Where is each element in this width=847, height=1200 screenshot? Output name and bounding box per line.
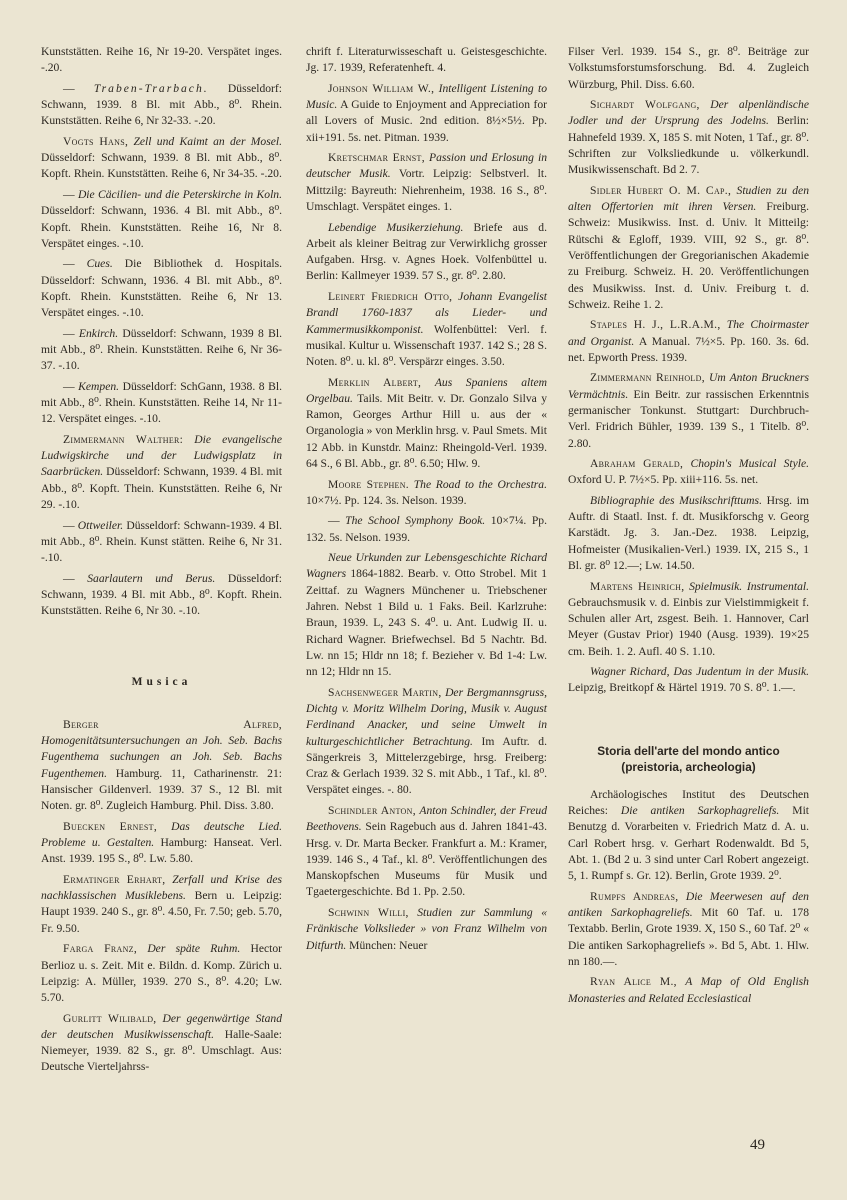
entry-title: Saarlautern und Berus.	[87, 571, 216, 585]
entry-text: Hamburg. 11, Catharinenstr. 21: Hansischer Gildenverl. 1939. 37 S., 12 Bl. mit Noten. gr. 8⁰. Zugleich Hamburg. Phil. Diss. 3.80.	[41, 766, 282, 813]
entry-title: Studien zur Sammlung « Fränkische Volkslieder » von Franz Wilhelm von Ditfurth.	[306, 905, 547, 952]
entry-dash: —	[63, 81, 94, 95]
entry-text: Mit Benutzg d. Vorarbeiten v. Friedrich Matz d. A. u. Carl Robert hrsg. v. Gerhart Rodenwaldt. Bd 5, Abt. 1. (Bd 2 u. 3 sind unter Carl Robert angezeigt. 5, 1. Rumpf s. Gr. 12). Berlin, Grote 1939. 2⁰.	[568, 804, 810, 883]
bibliography-entry	[568, 889, 809, 970]
entry-author: Schwinn Willi,	[328, 905, 409, 919]
bibliography-entry	[41, 518, 282, 567]
entry-author: Berger Alfred,	[63, 717, 282, 731]
bibliography-entry	[306, 150, 547, 215]
entry-author: Kretschmar Ernst,	[328, 151, 425, 165]
entry-author: Buecken Ernest,	[63, 819, 158, 833]
bibliography-entry	[41, 941, 282, 1006]
bibliography-entry	[41, 134, 282, 183]
bibliography-entry	[568, 664, 809, 697]
entry-author: Leinert Friedrich Otto,	[328, 289, 453, 303]
entry-text: Mit 60 Taf. u. 178 Textabb. Berlin, Grote 1939. X, 150 S., 60 Taf. 2⁰ « Die antiken Sarkophagreliefs ». Bd 5, Abt. 1. Hlw. nn 180.—.	[568, 906, 809, 968]
bibliography-entry	[306, 803, 547, 901]
entry-text: Bern u. Leipzig: Haupt 1939. 240 S., gr. 8⁰. 4.50, Fr. 7.50; geb. 5.70, Fr. 9.50.	[41, 889, 283, 935]
entry-title: Die Meerwesen auf den antiken Sarkophagreliefs.	[568, 889, 809, 920]
entry-title: Der gegenwärtige Stand der deutschen Musikwissenschaft.	[41, 1011, 282, 1041]
entry-text: A Manual. 7½×5. Pp. 160. 3s. 6d. net. Epworth Press. 1939.	[568, 334, 809, 364]
entry-dash: —	[63, 257, 87, 271]
entry-title: Lebendige Musikerziehung.	[328, 220, 464, 234]
entry-text: München: Neuer	[346, 938, 428, 952]
entry-title: Studien zu den alten Offertorien mit ihren Versen.	[568, 183, 809, 214]
entry-text: Archäologisches Institut des Deutschen Reiches:	[568, 787, 809, 818]
bibliography-entry	[306, 289, 547, 370]
entry-title: Chopin's Musical Style.	[690, 457, 809, 471]
bibliography-entry	[41, 44, 282, 77]
entry-dash: —	[328, 514, 346, 528]
bibliography-entry	[568, 456, 809, 489]
entry-text: Im Auftr. d. Sängerkreis 3, Mittelerzgebirge, hrsg. Freiberg: Craz & Gerlach 1939. 32 S. mit Abb., 1 Taf., kl. 8⁰. Verspätet einges. -. 80.	[306, 734, 547, 797]
entry-dash: —	[63, 518, 78, 532]
entry-text: Freiburg. Schweiz: Musikwiss. Inst. d. Univ. lt Mitteilg: Rütschi & Egloff, 1939. VIII, 92 S., gr. 8⁰. Veröffentlichungen der Gregorianischen Akademie zu Freiburg. Schweiz. H. 20. Veröffentlichungen des Musikwiss. Inst. d. Univ. Freiburg t. d. Schweiz. Reihe 1. 2.	[568, 200, 810, 311]
entry-text: Düsseldorf: Schwann, 1939. 8 Bl. mit Abb., 8⁰. Rhein. Kunststätten. Reihe 6, Nr 32-33. -.20.	[41, 81, 282, 128]
entry-author: Johnson William W.,	[328, 81, 435, 95]
entry-text: Düsseldorf: Schwann-1939. 4 Bl. mit Abb., 8⁰. Rhein. Kunst stätten. Reihe 6, Nr 31. -.10.	[41, 518, 282, 565]
bibliography-entry	[568, 579, 809, 660]
entry-title: Der Bergmannsgruss, Dichtg v. Moritz Wilhelm Doring, Musik v. August Ferdinand Anacker, und seine Umwelt in kulturgeschichtlicher Betrachtung.	[306, 685, 547, 748]
entry-title: Die antiken Sarkophagreliefs.	[620, 804, 780, 818]
entry-title: Kempen.	[78, 379, 120, 393]
entry-text: Hamburg: Hanseat. Verl. Anst. 1939. 195 S., 8⁰. Lw. 5.80.	[41, 836, 282, 866]
section-heading: Storia dell'arte del mondo antico (preistoria, archeologia)	[597, 743, 780, 774]
bibliography-entry	[41, 81, 282, 130]
entry-author: Martens Heinrich,	[590, 579, 685, 593]
entry-title: Intelligent Listening to Music.	[306, 81, 548, 112]
bibliography-entry	[568, 317, 809, 366]
entry-title: Ottweiler.	[77, 518, 124, 532]
entry-title: Anton Schindler, der Freud Beethovens.	[306, 803, 547, 834]
entry-title: Enkirch.	[78, 326, 119, 340]
entry-title: The Choirmaster and Organist.	[568, 318, 809, 348]
entry-title: Passion und Erlosung in deutscher Musik.	[306, 151, 547, 181]
entry-text: Düsseldorf: Schwann, 1939. 4 Bl. mit Abb., 8⁰. Kopft. Thein. Kunststätten. Reihe 6, Nr 29. -.10.	[41, 465, 282, 512]
entry-text: chrift f. Literaturwisseschaft u. Geistesgeschichte. Jg. 17. 1939, Referatenheft. 4.	[306, 45, 547, 75]
entry-text: Gebrauchsmusik v. d. Einbis zur Vielstimmigkeit f. Schulen aller Art, zsgest. Beih. 1. Hannover, Carl Meyer (Gustav Prior) 1940 (Ausg. 1939). 19×25 cm. Beih. 1. 2. Aufl. 40 S. 1.10.	[568, 595, 809, 658]
entry-dash: —	[63, 571, 88, 585]
entry-author: Staples H. J., L.R.A.M.,	[590, 318, 721, 332]
bibliography-entry	[41, 1011, 282, 1076]
entry-title: Zerfall und Krise des nachklassischen Musiklebens.	[41, 872, 282, 903]
bibliography-entry	[41, 326, 282, 375]
bibliography-entry	[306, 81, 547, 146]
entry-author: Merklin Albert,	[328, 375, 422, 389]
entry-title: Wagner Richard, Das Judentum in der Musik.	[590, 665, 809, 679]
entry-text: Düsseldorf: Schwann, 1936. 4 Bl. mit Abb., 8⁰. Kopft. Rhein. Kunststätten. Reihe 16, Nr 8. Verspätet einges. -.10.	[41, 204, 282, 250]
bibliography-entry	[41, 379, 282, 428]
entry-dash: —	[63, 379, 79, 393]
entry-text: Halle-Saale: Niemeyer, 1939. 82 S., gr. 8⁰. Umschlagt. Aus: Deutsche Vierteljahrss-	[41, 1027, 282, 1074]
entry-title: A Map of Old English Monasteries and Related Ecclesiastical	[568, 975, 809, 1005]
bibliography-entry	[41, 717, 282, 815]
entry-text: Filser Verl. 1939. 154 S., gr. 8⁰. Beiträge zur Volkstumsforstumsforschung. Bd. 4. Zugleich Würzburg, Phil. Diss. 6.60.	[568, 45, 809, 91]
entry-title: Der alpenländische Jodler und der Ursprung des Jodelns.	[568, 98, 810, 128]
entry-text: Vortr. Leipzig: Selbstverl. lt. Mittzilg: Bayreuth: Niehrenheim, 1938. 16 S., 8⁰. Umschlagt. Verspätet einges. 1.	[306, 167, 547, 214]
column-3	[568, 44, 809, 1011]
entry-text: 10×7¼. Pp. 132. 5s. Nelson. 1939.	[306, 514, 548, 544]
entry-author: Schindler Anton,	[328, 803, 416, 817]
bibliography-entry	[41, 872, 282, 937]
bibliography-entry	[568, 370, 809, 451]
bibliography-entry	[306, 905, 547, 954]
column-2	[306, 44, 547, 958]
entry-title: Das deutsche Lied. Probleme u. Gestalten.	[41, 819, 282, 850]
entry-text: Leipzig, Breitkopf & Härtel 1919. 70 S. 8⁰. 1.—.	[568, 681, 796, 695]
page-number: 49	[750, 1137, 765, 1153]
entry-title: Um Anton Bruckners Vermächtnis.	[568, 371, 809, 401]
entry-author: Zimmermann Walther:	[63, 432, 184, 446]
entry-title: Die evangelische Ludwigskirche und der Ludwigsplatz in Saarbrücken.	[41, 432, 282, 479]
entry-title: Bibliographie des Musikschrifttums.	[590, 493, 762, 507]
entry-title: Die Cäcilien- und die Peterskirche in Koln.	[77, 187, 282, 201]
bibliography-entry	[41, 571, 282, 620]
entry-title: Cues.	[86, 257, 113, 271]
bibliography-entry	[306, 685, 547, 799]
entry-title: The Road to the Orchestra.	[413, 477, 548, 491]
entry-title: Spielmusik. Instrumental.	[689, 579, 809, 593]
entry-text: Briefe aus d. Arbeit als kleiner Beitrag zur Verwirklichg grosser Aufgaben. Hrsg. v. Agnes Hoek. Volfenbüttel u. Berlin: Kallmeyer 1939. 57 S., gr. 8⁰. 2.80.	[306, 220, 547, 283]
entry-author: Rumpfs Andreas,	[590, 889, 679, 903]
entry-text: A Guide to Enjoyment and Appreciation for all Lovers of Music. 2nd edition. 8½×5½. Pp. xii+191. 5s. net. Pitman. 1939.	[306, 98, 547, 144]
entry-text: Wolfenbüttel: Verl. f. musikal. Kultur u. Wissenschaft 1937. 142 S.; 28 S. Noten. 8⁰. u. kl. 8⁰. Verspärzr einges. 3.50.	[306, 322, 547, 369]
bibliography-entry	[306, 477, 547, 510]
entry-author: Farga Franz,	[63, 942, 138, 956]
bibliography-entry	[41, 819, 282, 868]
entry-title: Traben-Trarbach.	[93, 81, 209, 95]
entry-text: Düsseldorf: Schwann, 1939. 4 Bl. mit Abb., 8⁰. Kopft. Rhein. Kunststätten. Reihe 6, Nr 30. -.10.	[41, 571, 282, 618]
entry-author: Ermatinger Erhart,	[63, 872, 166, 886]
bibliography-entry	[306, 513, 547, 546]
bibliography-entry	[41, 432, 282, 513]
entry-text: Düsseldorf: SchGann, 1938. 8 Bl. mit Abb., 8⁰. Rhein. Kunststätten. Reihe 14, Nr 11-12. Verspätet einges. -.10.	[41, 379, 282, 426]
bibliography-entry	[568, 183, 809, 313]
entry-text: Oxford U. P. 7½×5. Pp. xiii+116. 5s. net.	[568, 473, 759, 487]
entry-author: Gurlitt Wilibald,	[63, 1011, 157, 1025]
bibliography-entry	[41, 256, 282, 321]
entry-text: Tails. Mit Beitr. v. Dr. Gonzalo Silva y Ramon, Georges Arthur Hill u. aus der « Organologia » von Merklin hrsg. v. Paul Smets. Mit 12 Abb. in Kunstdr. Mainz: Rheingold-Verl. 1939. 64 S., 6 Bl. Abb., gr. 8⁰. 6.50; Hlw. 9.	[306, 391, 547, 471]
bibliography-entry	[41, 187, 282, 252]
bibliography-entry	[568, 44, 809, 93]
entry-title: Homogenitätsuntersuchungen an Joh. Seb. Bachs Fugenthema suchungen an Joh. Seb. Bachs Fugenthemen.	[41, 734, 282, 780]
entry-author: Sichardt Wolfgang,	[590, 98, 700, 112]
entry-title: Johann Evangelist Brandl 1760-1837 als Lieder- und Kammermusikkomponist.	[306, 289, 548, 336]
entry-author: Sachsenweger Martin,	[328, 685, 442, 699]
entry-text: Die Bibliothek d. Hospitals. Düsseldorf: Schwann, 1936. 4 Bl. mit Abb., 8⁰. Kopft. Rhein. Kunststätten. Reihe 6, Nr 13. Verspätet einges. -.10.	[41, 257, 282, 320]
entry-author: Abraham Gerald,	[590, 457, 684, 471]
entry-text: Sein Ragebuch aus d. Jahren 1841-43. Hrsg. v. Dr. Marta Becker. Frankfurt a. M.: Kramer, 1939. 146 S., 4 Taf., kl. 8⁰. Veröffentlichungen des Manskopfschen Museums für Musik und Tgaetergeschichte. Bd 1. Pp. 2.50.	[306, 820, 547, 899]
entry-author: Ryan Alice M.,	[590, 975, 677, 989]
bibliography-entry	[306, 375, 547, 473]
entry-text: Düsseldorf: Schwann, 1939 8 Bl. mit Abb., 8⁰. Rhein. Kunststätten. Reihe 6, Nr 36-37. -.10.	[41, 326, 283, 373]
entry-text: Berlin: Hahnefeld 1939. X, 185 S. mit Noten, 1 Taf., gr. 8⁰. Schriften zur Volksliedkunde u. völkerkundl. Musikwissenschaft. Bd 2. 7.	[568, 114, 809, 177]
entry-text: 10×7½. Pp. 124. 3s. Nelson. 1939.	[306, 493, 467, 507]
entry-text: Ein Beitr. zur rassischen Erkenntnis germanischer Tonkunst. Stuttgart: Durchbruch- Verl. Fridrich Bühler, 1939. 139 S., 1 Titelb. 8⁰. 2.80.	[568, 387, 809, 450]
entry-title: Zell und Kaimt an der Mosel.	[133, 134, 282, 148]
bibliography-entry	[568, 787, 809, 885]
section-heading: Musica	[131, 676, 192, 689]
entry-dash: —	[63, 326, 79, 340]
bibliography-entry	[568, 974, 809, 1007]
entry-author: Vogts Hans,	[63, 134, 129, 148]
bibliography-entry	[568, 97, 809, 178]
bibliography-entry	[306, 44, 547, 77]
entry-author: Zimmermann Reinhold,	[590, 371, 705, 385]
entry-author: Moore Stephen.	[328, 477, 409, 491]
entry-title: Der späte Ruhm.	[147, 942, 241, 956]
entry-text: Hrsg. im Auftr. di Staatl. Inst. f. dt. Musikforschg v. Georg Karstädt. Jg. 3. Jan.-Dez. 1938. Leipzig, Hofmeister (Musikalien-Verl.) 1939. IX, 215 S., 1 Bl. gr. 8⁰ 12.—; Lw. 14.50.	[568, 493, 809, 573]
entry-dash: —	[63, 187, 78, 201]
column-1	[41, 44, 282, 1080]
entry-text: Hector Berlioz u. s. Zeit. Mit e. Bildn. d. Komp. Zürich u. Leipzig: A. Müller, 1939. 270 S., 8⁰. 4.20; Lw. 5.70.	[41, 942, 282, 1005]
entry-title: The School Symphony Book.	[345, 514, 486, 528]
entry-title: Neue Urkunden zur Lebensgeschichte Richard Wagners	[306, 551, 547, 581]
bibliography-entry	[306, 220, 547, 285]
bibliography-entry	[568, 493, 809, 574]
entry-author: Sidler Hubert O. M. Cap.,	[590, 183, 732, 197]
entry-text: 1864-1882. Bearb. v. Otto Strobel. Mit 1 Zeittaf. zu Wagners Münchener u. Triebschener Jahren. Nebst 1 Bild u. 1 Faks. Beil. Karlzruhe: Braun, 1939. L, 243 S. 4⁰. u. Ant. Ludwig II. u. Richard Wagner. Briefwechsel. Bd 5 Nachtr. Bd. Lw. nn 15; Hldr nn 18; f. Bezieher v. Bd 1-4: Lw. nn 12; Hldr nn 15.	[306, 567, 547, 679]
entry-title: Aus Spaniens altem Orgelbau.	[306, 375, 547, 405]
entry-text: Düsseldorf: Schwann, 1939. 8 Bl. mit Abb., 8⁰. Kopft. Rhein. Kunststätten. Reihe 6, Nr 34-35. -.20.	[41, 151, 282, 181]
bibliography-entry	[306, 550, 547, 680]
entry-text: Kunststätten. Reihe 16, Nr 19-20. Verspätet inges. -.20.	[41, 45, 282, 75]
